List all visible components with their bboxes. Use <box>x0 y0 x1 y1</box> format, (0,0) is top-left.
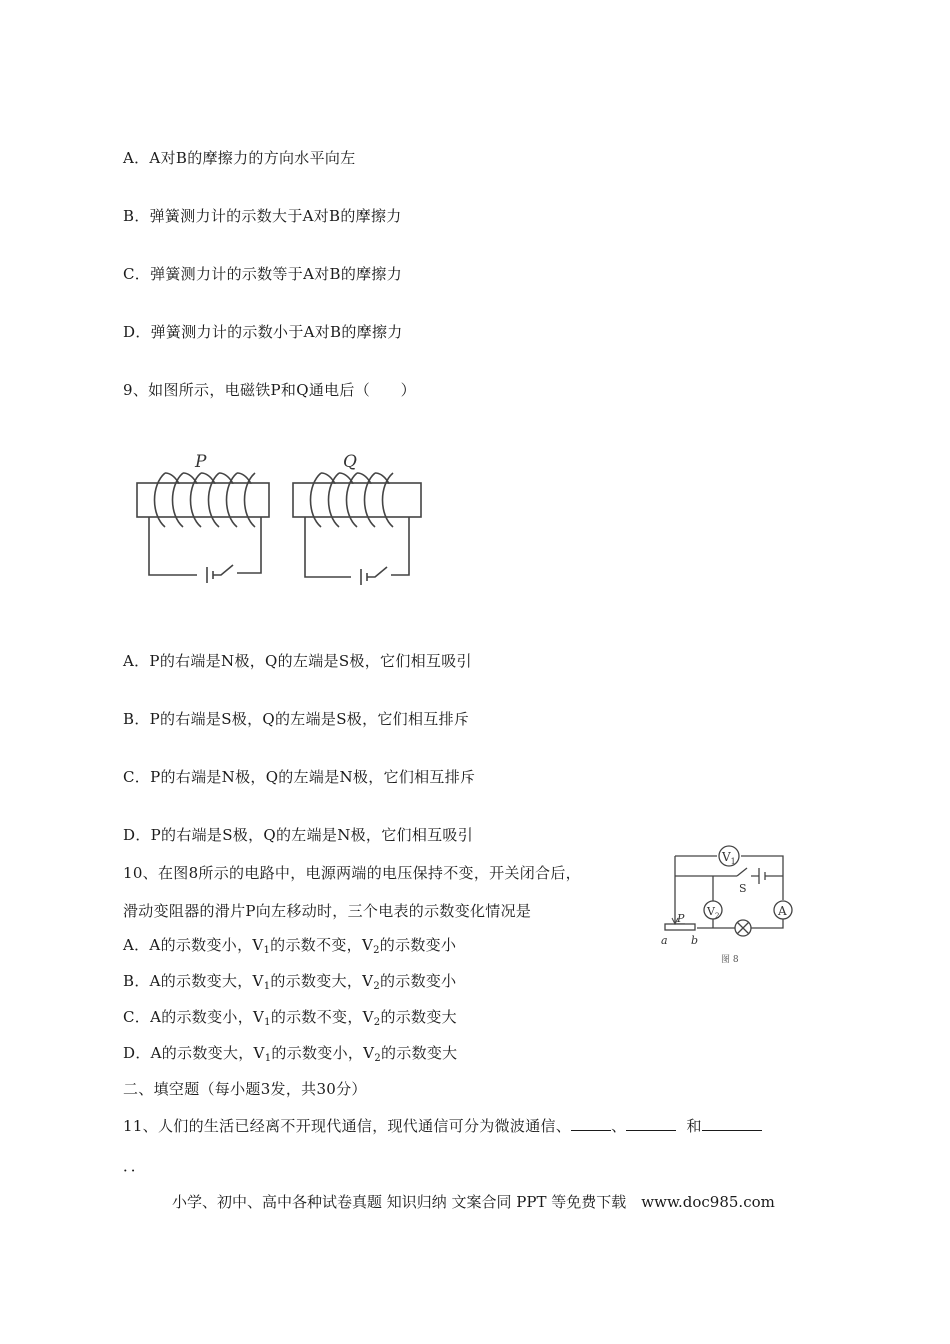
q9-option-a: A．P的右端是N极，Q的左端是S极，它们相互吸引 <box>123 652 472 670</box>
figure-caption: 图 8 <box>721 955 739 965</box>
electromagnet-figure <box>125 445 430 590</box>
q8-option-a: A．A对B的摩擦力的方向水平向左 <box>123 149 356 167</box>
q9-option-b: B．P的右端是S极，Q的左端是S极，它们相互排斥 <box>123 710 470 728</box>
q10-option-b: B．A的示数变大，$V_1$的示数变大，$V_2$的示数变小 <box>123 972 457 992</box>
label-p: P <box>195 452 207 472</box>
ammeter-label: A <box>778 904 787 918</box>
label-q: Q <box>343 452 357 472</box>
electromagnet-p <box>137 473 269 583</box>
end-a-label: a <box>661 934 668 947</box>
q8-option-c: C．弹簧测力计的示数等于A对B的摩擦力 <box>123 265 403 283</box>
q8-option-d: D．弹簧测力计的示数小于A对B的摩擦力 <box>123 323 403 341</box>
blank-1[interactable] <box>571 1116 611 1131</box>
electromagnet-q <box>293 473 421 585</box>
blank-2[interactable] <box>626 1116 676 1131</box>
q11-line: 11、人们的生活已经离不开现代通信，现代通信可分为微波通信、 、 和 <box>123 1116 762 1136</box>
page-footer: 小学、初中、高中各种试卷真题 知识归纳 文案合同 PPT 等免费下载 www.doc985.com <box>172 1193 775 1211</box>
q9-option-d: D．P的右端是S极，Q的左端是N极，它们相互吸引 <box>123 826 474 844</box>
switch-label: S <box>739 882 747 895</box>
q9-stem: 9、如图所示，电磁铁P和Q通电后（ ） <box>123 381 416 399</box>
q10-option-c: C．A的示数变小，$V_1$的示数不变，$V_2$的示数变大 <box>123 1008 457 1028</box>
section-2-heading: 二、填空题（每小题3发，共30分） <box>123 1080 367 1098</box>
q11-tail: ．． <box>123 1157 147 1175</box>
q8-option-b: B．弹簧测力计的示数大于A对B的摩擦力 <box>123 207 402 225</box>
q9-option-c: C．P的右端是N极，Q的左端是N极，它们相互排斥 <box>123 768 476 786</box>
meter-v2-label: $V_2$ <box>707 905 720 920</box>
circuit-figure-8 <box>655 838 805 973</box>
end-b-label: b <box>691 934 699 947</box>
q10-option-a: A．A的示数变小，$V_1$的示数不变，$V_2$的示数变小 <box>123 936 457 956</box>
q10-stem-line2: 滑动变阻器的滑片P向左移动时，三个电表的示数变化情况是 <box>123 902 532 920</box>
q10-stem-line1: 10、在图8所示的电路中，电源两端的电压保持不变，开关闭合后， <box>123 864 581 882</box>
slider-label: P <box>677 912 685 925</box>
meter-v1-label: $V_1$ <box>722 850 736 866</box>
q10-option-d: D．A的示数变大，$V_1$的示数变小，$V_2$的示数变大 <box>123 1044 458 1064</box>
blank-3[interactable] <box>702 1116 762 1131</box>
